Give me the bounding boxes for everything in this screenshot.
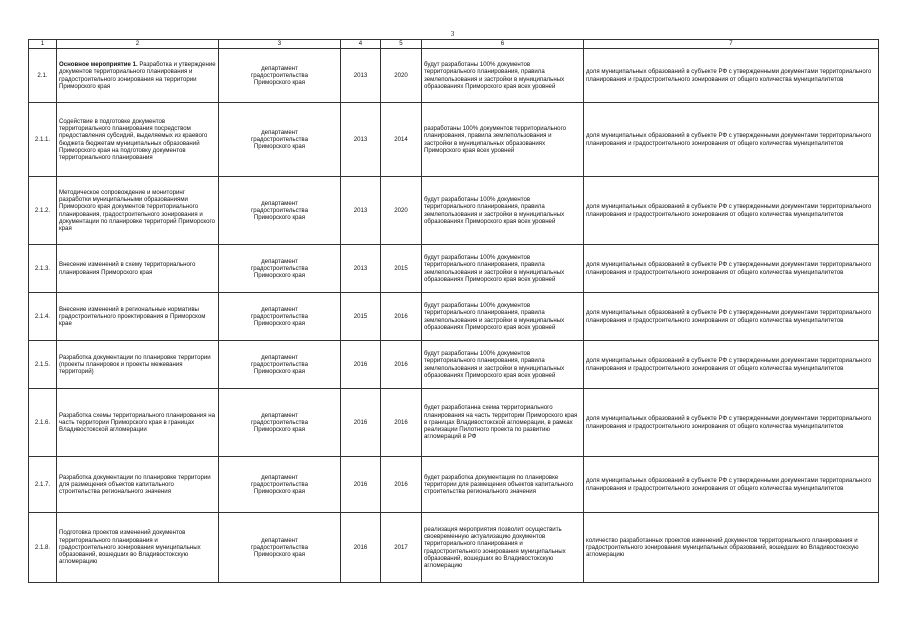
indicator: доля муниципальных образований в субъекте РФ с утвержденными документами территориального планирования и градостроительного зонирования от общего количества муниципалитетов <box>584 293 879 341</box>
end-year: 2020 <box>381 177 422 245</box>
expected-result: разработаны 100% документов территориального планирования, правила землепользования и застройки в муниципальных образованиях Приморского края всех уровней <box>422 103 584 177</box>
table-row <box>29 341 879 389</box>
start-year: 2016 <box>341 341 381 389</box>
responsible-dept: департамент градостроительства Приморского края <box>219 103 341 177</box>
end-year: 2020 <box>381 49 422 103</box>
event-text: Разработка документации по планировке территории (проекты планировок и проекты межевания территорий) <box>59 353 211 376</box>
expected-result: будут разработаны 100% документов территориального планирования, правила землепользования и застройки в муниципальных образованиях Приморского края всех уровней <box>422 341 584 389</box>
expected-result: будут разработаны 100% документов территориального планирования, правила землепользования и застройки в муниципальных образованиях Приморского края всех уровней <box>422 49 584 103</box>
event-text: Разработка и утверждение документов территориального планирования и градостроительного зонирования на территории Приморского края <box>59 60 216 90</box>
responsible-dept: департамент градостроительства Приморского края <box>219 245 341 293</box>
indicator: доля муниципальных образований в субъекте РФ с утвержденными документами территориального планирования и градостроительного зонирования от общего количества муниципалитетов <box>584 49 879 103</box>
indicator: доля муниципальных образований в субъекте РФ с утвержденными документами территориального планирования и градостроительного зонирования от общего количества муниципалитетов <box>584 389 879 457</box>
row-number: 2.1.4. <box>29 293 57 341</box>
event-text: Содействие в подготовке документов территориального планирования посредством предоставления субсидий, выделяемых из краевого бюджета бюджетам муниципальных образований Приморского края на подготовку документов территориального планирования <box>59 117 208 162</box>
start-year: 2016 <box>341 389 381 457</box>
table-row <box>29 49 879 103</box>
responsible-dept: департамент градостроительства Приморского края <box>219 177 341 245</box>
col-header-expected-result: 6 <box>422 40 584 49</box>
expected-result: реализация мероприятия позволит осуществить своевременную актуализацию документов территориального планирования и градостроительного зонирования муниципальных образований, вошедших во Владивостокскую агломерацию <box>422 513 584 583</box>
row-number: 2.1.8. <box>29 513 57 583</box>
table-row <box>29 389 879 457</box>
end-year: 2017 <box>381 513 422 583</box>
row-number: 2.1.3. <box>29 245 57 293</box>
indicator: доля муниципальных образований в субъекте РФ с утвержденными документами территориального планирования и градостроительного зонирования от общего количества муниципалитетов <box>584 341 879 389</box>
responsible-dept: департамент градостроительства Приморского края <box>219 513 341 583</box>
table-row <box>29 293 879 341</box>
row-number: 2.1.2. <box>29 177 57 245</box>
table-row <box>29 513 879 583</box>
table-row <box>29 177 879 245</box>
table-row <box>29 245 879 293</box>
start-year: 2013 <box>341 245 381 293</box>
expected-result: будут разработаны 100% документов территориального планирования, правила землепользования и застройки в муниципальных образованиях Приморского края всех уровней <box>422 177 584 245</box>
event-text: Разработка документации по планировке территории для размещения объектов капитального строительства регионального значения <box>59 473 211 496</box>
col-header-number: 1 <box>29 40 57 49</box>
responsible-dept: департамент градостроительства Приморского края <box>219 49 341 103</box>
start-year: 2013 <box>341 103 381 177</box>
expected-result: будут разработаны 100% документов территориального планирования, правила землепользования и застройки в муниципальных образованиях Приморского края всех уровней <box>422 245 584 293</box>
end-year: 2016 <box>381 389 422 457</box>
expected-result: будет разработанна схема территориального планирования на часть территории Приморского края в границах Владивостокской агломерации, в рамках реализации Пилотного проекта по развитию агломераций в РФ <box>422 389 584 457</box>
header-row <box>29 40 879 49</box>
indicator: доля муниципальных образований в субъекте РФ с утвержденными документами территориального планирования и градостроительного зонирования от общего количества муниципалитетов <box>584 103 879 177</box>
end-year: 2015 <box>381 245 422 293</box>
row-number: 2.1.1. <box>29 103 57 177</box>
row-number: 2.1.6. <box>29 389 57 457</box>
event-name <box>57 389 219 457</box>
responsible-dept: департамент градостроительства Приморского края <box>219 293 341 341</box>
start-year: 2013 <box>341 177 381 245</box>
responsible-dept: департамент градостроительства Приморского края <box>219 341 341 389</box>
event-name <box>57 513 219 583</box>
event-text: Подготовка проектов изменений документов территориального планирования и градостроительного зонирования муниципальных образований, вошедших во Владивостокскую агломерацию <box>59 529 201 566</box>
program-activities-table <box>28 39 879 583</box>
col-header-event: 2 <box>57 40 219 49</box>
row-number: 2.1.7. <box>29 457 57 513</box>
col-header-end-year: 5 <box>381 40 422 49</box>
end-year: 2014 <box>381 103 422 177</box>
indicator: доля муниципальных образований в субъекте РФ с утвержденными документами территориального планирования и градостроительного зонирования от общего количества муниципалитетов <box>584 457 879 513</box>
event-name <box>57 177 219 245</box>
col-header-start-year: 4 <box>341 40 381 49</box>
col-header-indicator: 7 <box>584 40 879 49</box>
event-lead: Основное мероприятие 1. <box>59 60 138 68</box>
end-year: 2016 <box>381 293 422 341</box>
event-name <box>57 341 219 389</box>
event-text: Внесение изменений в региональные нормативы градостроительного проектирования в Приморском крае <box>59 305 206 328</box>
indicator: доля муниципальных образований в субъекте РФ с утвержденными документами территориального планирования и градостроительного зонирования от общего количества муниципалитетов <box>584 177 879 245</box>
end-year: 2016 <box>381 341 422 389</box>
col-header-responsible: 3 <box>219 40 341 49</box>
expected-result: будет разработка документация по планировке территории для размещения объектов капитального строительства регионального значения <box>422 457 584 513</box>
indicator: количество разработанных проектов изменений документов территориального планирования и градостроительного зонирования муниципальных образований, вошедших во Владивостокскую агломерацию <box>584 513 879 583</box>
table-row <box>29 103 879 177</box>
responsible-dept: департамент градостроительства Приморского края <box>219 457 341 513</box>
start-year: 2013 <box>341 49 381 103</box>
responsible-dept: департамент градостроительства Приморского края <box>219 389 341 457</box>
start-year: 2016 <box>341 457 381 513</box>
table-row <box>29 457 879 513</box>
event-name <box>57 103 219 177</box>
expected-result: будут разработаны 100% документов территориального планирования, правила землепользования и застройки в муниципальных образованиях Приморского края всех уровней <box>422 293 584 341</box>
event-name <box>57 49 219 103</box>
event-name <box>57 457 219 513</box>
start-year: 2015 <box>341 293 381 341</box>
indicator: доля муниципальных образований в субъекте РФ с утвержденными документами территориального планирования и градостроительного зонирования от общего количества муниципалитетов <box>584 245 879 293</box>
row-number: 2.1. <box>29 49 57 103</box>
row-number: 2.1.5. <box>29 341 57 389</box>
event-text: Методическое сопровождение и мониторинг разработки муниципальными образованиями Приморского края документов территориального планирования, градостроительного зонирования и документации по планировке территорий Приморского края <box>59 188 216 233</box>
event-name <box>57 245 219 293</box>
page-number: 3 <box>450 30 455 38</box>
event-name <box>57 293 219 341</box>
event-text: Внесение изменений в схему территориального планирования Приморского края <box>59 261 196 276</box>
end-year: 2016 <box>381 457 422 513</box>
start-year: 2016 <box>341 513 381 583</box>
event-text: Разработка схемы территориального планирования на часть территории Приморского края в границах Владивостокской агломерации <box>59 411 215 434</box>
